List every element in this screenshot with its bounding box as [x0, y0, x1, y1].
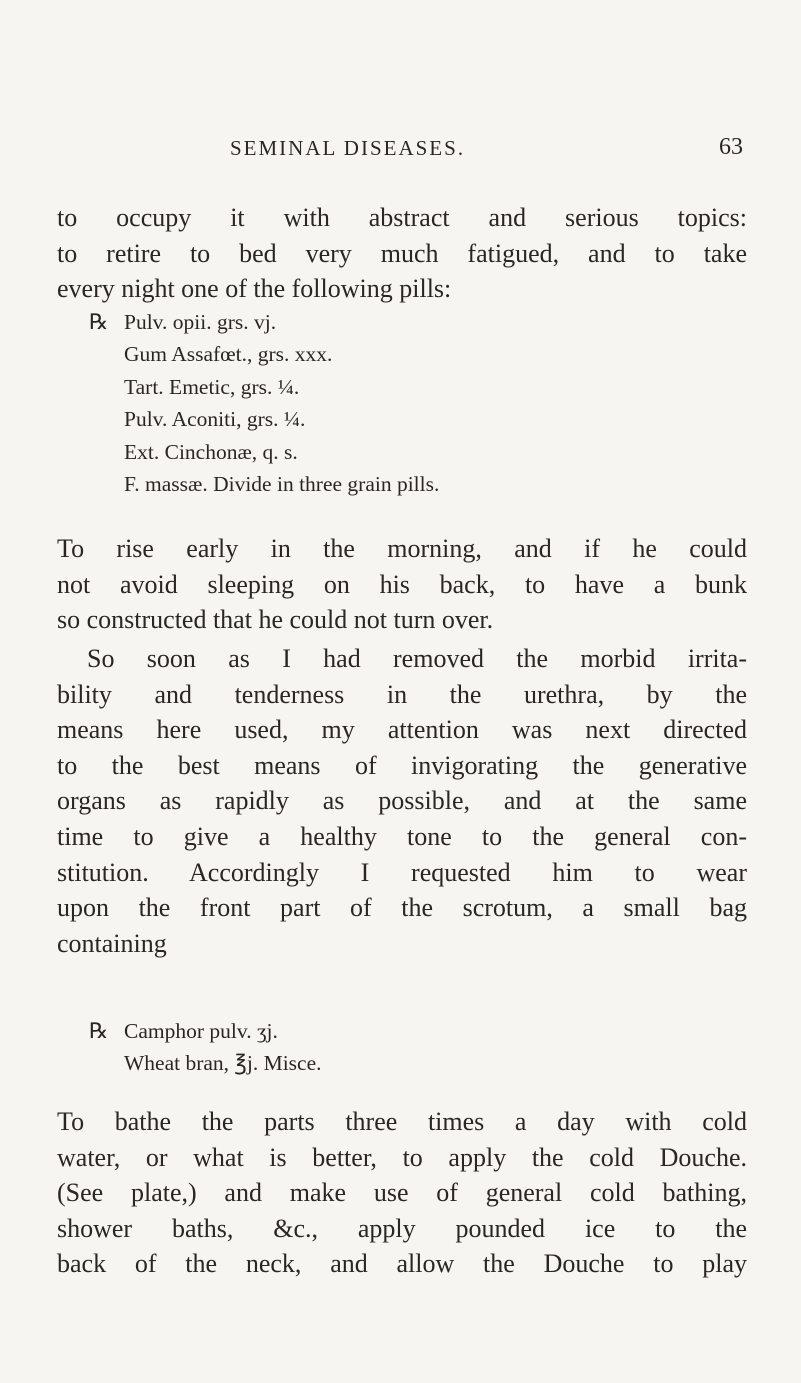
prescription-line: Ext. Cinchonæ, q. s.	[124, 439, 298, 464]
text-line: To rise early in the morning, and if he could	[57, 534, 747, 563]
page-number: 63	[719, 134, 743, 160]
text-line: (See plate,) and make use of general cold bathing,	[57, 1178, 747, 1208]
text-line: So soon as I had removed the morbid irrita-	[87, 644, 747, 673]
paragraph-2	[57, 531, 747, 638]
recipe-symbol: ℞	[89, 310, 109, 334]
prescription-row	[89, 306, 439, 338]
page-header	[0, 136, 801, 166]
text-line: time to give a healthy tone to the general con-	[57, 821, 747, 851]
text-line: water, or what is better, to apply the cold Douche.	[57, 1142, 747, 1172]
prescription-line: F. massæ. Divide in three grain pills.	[124, 472, 440, 497]
text-line: containing	[57, 928, 167, 958]
prescription-row	[89, 1015, 322, 1047]
prescription-line: Gum Assafœt., grs. xxx.	[124, 342, 333, 367]
text-line: back of the neck, and allow the Douche to play	[57, 1249, 747, 1279]
text-line: to the best means of invigorating the generative	[57, 750, 747, 780]
text-line: stitution. Accordingly I requested him to wear	[57, 857, 747, 887]
text-line: organs as rapidly as possible, and at the same	[57, 786, 747, 816]
text-line: every night one of the following pills:	[57, 274, 452, 304]
running-head: SEMINAL DISEASES.	[230, 136, 466, 160]
prescription-2	[89, 1015, 322, 1080]
text-line: to retire to bed very much fatigued, and to take	[57, 238, 747, 268]
text-line: shower baths, &c., apply pounded ice to the	[57, 1213, 747, 1243]
prescription-1	[89, 306, 439, 500]
recipe-symbol: ℞	[89, 1019, 109, 1043]
text-line: to occupy it with abstract and serious topics:	[57, 203, 747, 232]
paragraph-3	[57, 641, 747, 961]
prescription-line: Pulv. Aconiti, grs. ¼.	[124, 407, 306, 432]
text-line: upon the front part of the scrotum, a small bag	[57, 893, 747, 923]
paragraph-4	[57, 1104, 747, 1282]
text-line: not avoid sleeping on his back, to have a bunk	[57, 569, 747, 599]
text-line: means here used, my attention was next directed	[57, 715, 747, 745]
text-line: so constructed that he could not turn over.	[57, 605, 494, 635]
prescription-line: Wheat bran, ℥j. Misce.	[124, 1051, 322, 1076]
paragraph-1	[57, 200, 747, 307]
prescription-line: Tart. Emetic, grs. ¼.	[124, 374, 300, 399]
text-line: bility and tenderness in the urethra, by the	[57, 679, 747, 709]
text-line: To bathe the parts three times a day with cold	[57, 1107, 747, 1136]
prescription-line: Camphor pulv. ʒj.	[124, 1019, 278, 1043]
prescription-line: Pulv. opii. grs. vj.	[124, 310, 277, 334]
